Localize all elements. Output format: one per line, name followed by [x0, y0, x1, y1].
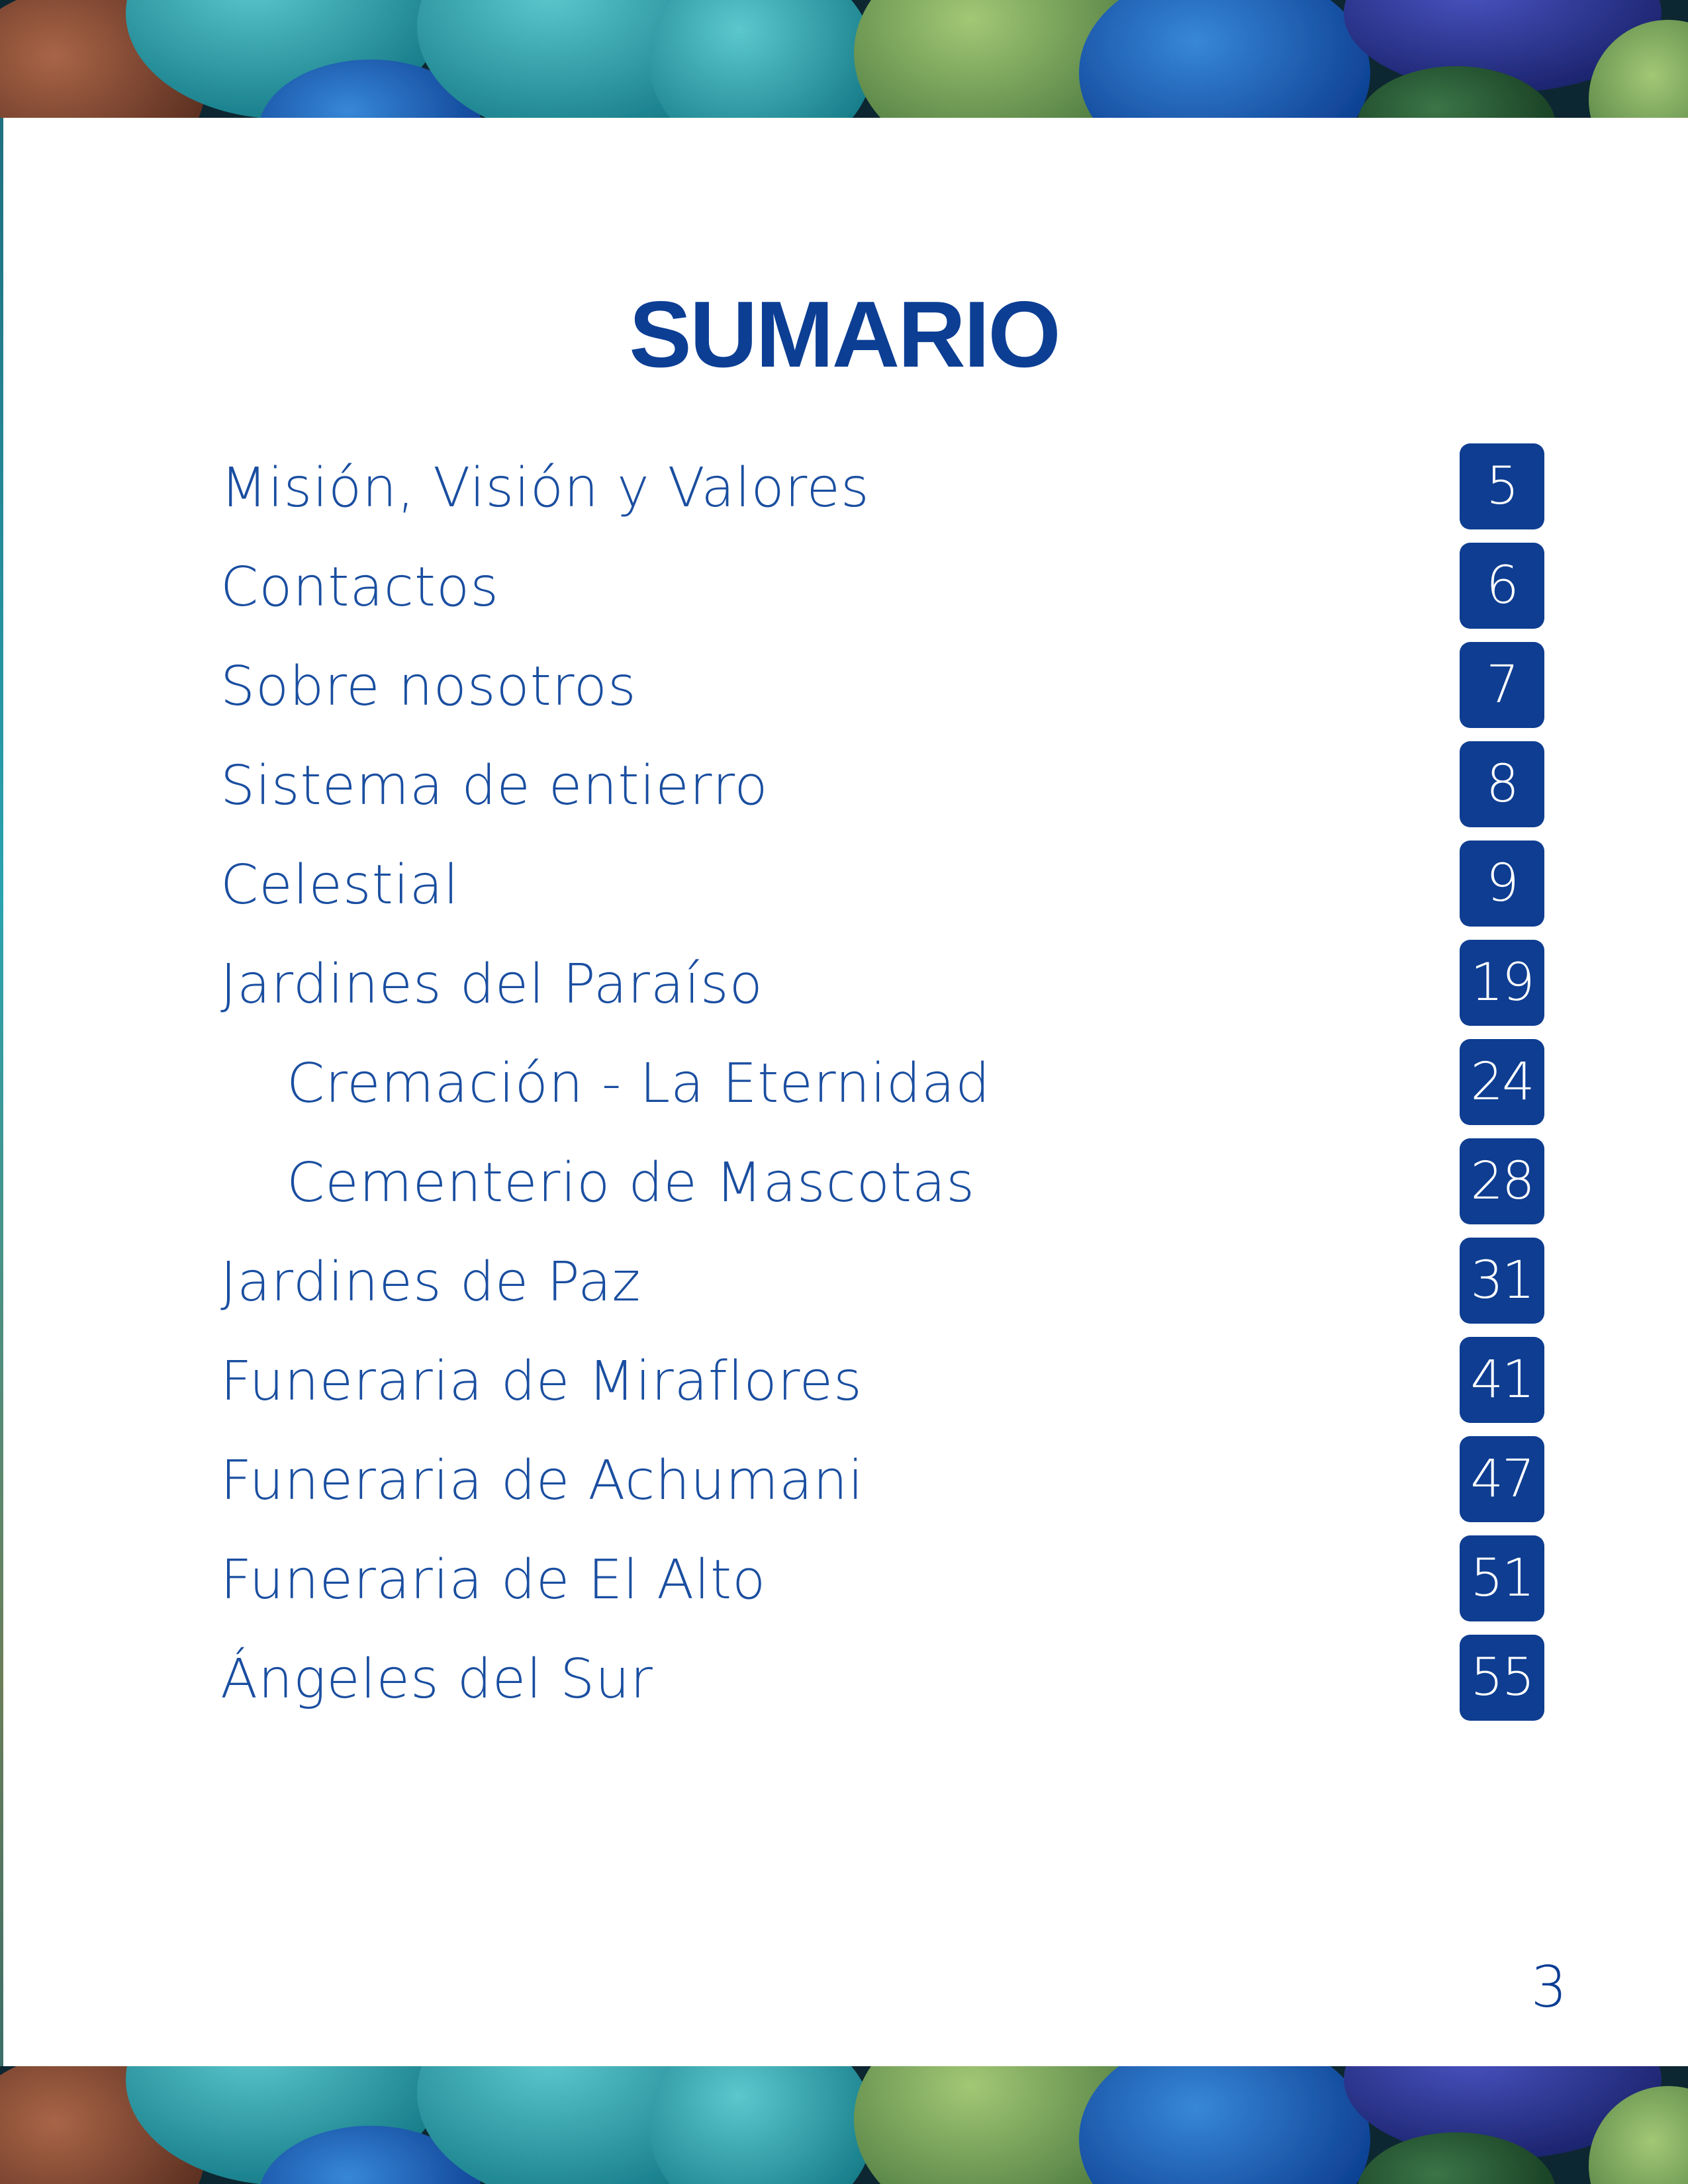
toc-page-badge: 6 — [1460, 543, 1544, 629]
page-title: SUMARIO — [629, 282, 1059, 388]
toc-page-badge: 19 — [1460, 940, 1544, 1026]
toc-entry-label: Jardines del Paraíso — [220, 953, 763, 1016]
toc-entry-label: Sobre nosotros — [220, 655, 637, 718]
table-of-contents — [0, 443, 1688, 1734]
toc-entry[interactable] — [0, 1337, 1688, 1436]
toc-page-badge: 55 — [1460, 1635, 1544, 1721]
pebbles-image — [0, 0, 1688, 118]
toc-entry[interactable] — [0, 1535, 1688, 1635]
toc-page-badge: 24 — [1460, 1039, 1544, 1125]
toc-entry[interactable] — [0, 940, 1688, 1039]
toc-entry[interactable] — [0, 1238, 1688, 1337]
toc-entry[interactable] — [0, 1039, 1688, 1138]
toc-page-badge: 47 — [1460, 1436, 1544, 1522]
toc-entry[interactable] — [0, 1635, 1688, 1734]
toc-entry-label: Funeraria de El Alto — [220, 1549, 767, 1612]
toc-entry-label: Cementerio de Mascotas — [287, 1152, 975, 1214]
toc-page-badge: 9 — [1460, 841, 1544, 927]
page-number: 3 — [1530, 1954, 1568, 2021]
toc-entry[interactable] — [0, 543, 1688, 642]
toc-page-badge: 8 — [1460, 741, 1544, 827]
top-decorative-pebbles — [0, 0, 1688, 118]
toc-entry[interactable] — [0, 1436, 1688, 1535]
pebbles-image — [0, 2066, 1688, 2184]
toc-entry[interactable] — [0, 642, 1688, 741]
bottom-decorative-pebbles — [0, 2066, 1688, 2184]
toc-entry-label: Ángeles del Sur — [220, 1648, 653, 1711]
toc-entry-label: Jardines de Paz — [220, 1251, 641, 1314]
toc-entry-label: Sistema de entierro — [220, 754, 769, 817]
toc-entry[interactable] — [0, 443, 1688, 543]
toc-entry-label: Misión, Visión y Valores — [220, 457, 870, 520]
toc-page-badge: 31 — [1460, 1238, 1544, 1324]
toc-entry[interactable] — [0, 1138, 1688, 1238]
toc-page-badge: 5 — [1460, 443, 1544, 529]
toc-entry[interactable] — [0, 841, 1688, 940]
toc-entry[interactable] — [0, 741, 1688, 841]
toc-page-badge: 41 — [1460, 1337, 1544, 1423]
toc-entry-label: Funeraria de Achumani — [220, 1449, 864, 1512]
toc-page-badge: 51 — [1460, 1535, 1544, 1621]
toc-page-badge: 28 — [1460, 1138, 1544, 1224]
toc-entry-label: Contactos — [220, 556, 499, 619]
toc-entry-label: Funeraria de Miraflores — [220, 1350, 863, 1413]
toc-entry-label: Celestial — [220, 854, 459, 917]
toc-entry-label: Cremación - La Eternidad — [287, 1052, 991, 1115]
toc-page-badge: 7 — [1460, 642, 1544, 728]
